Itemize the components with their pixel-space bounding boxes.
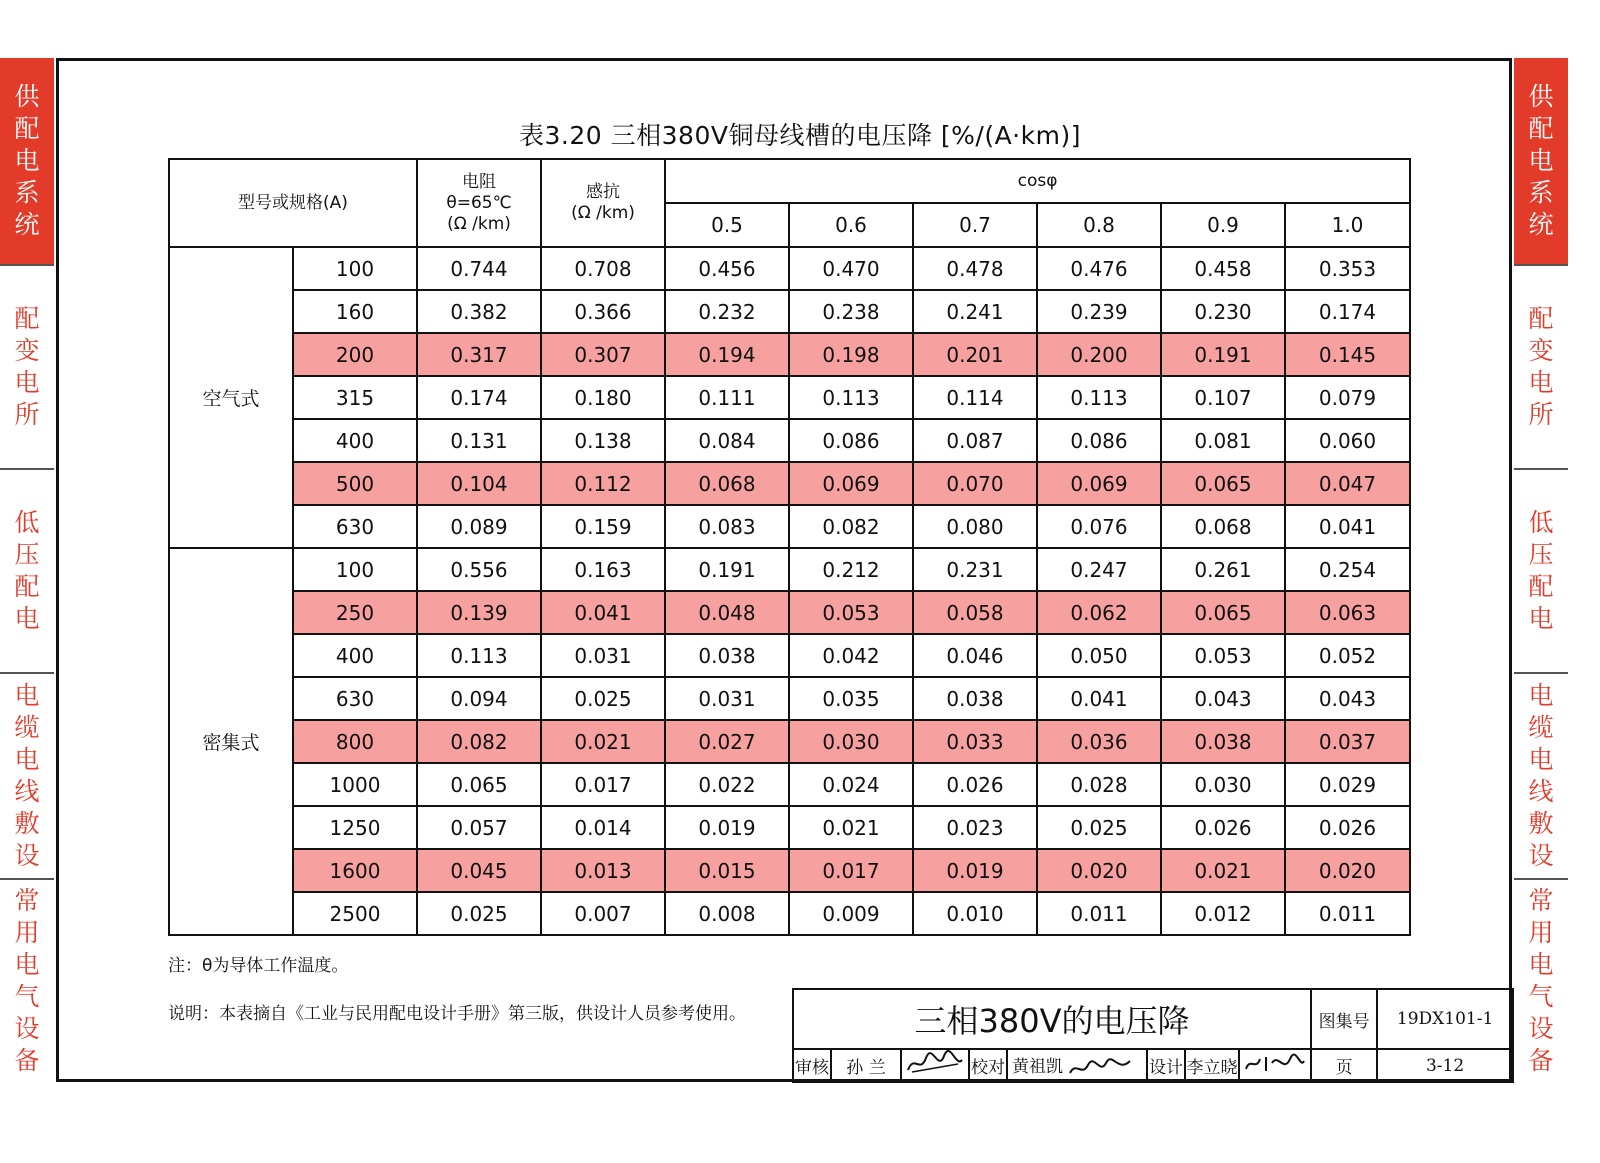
voltage-drop-cell: 0.241 <box>913 290 1037 333</box>
spec-cell: 500 <box>293 462 417 505</box>
reactance-cell: 0.014 <box>541 806 665 849</box>
header-resistance-temp: θ=65℃ <box>446 192 512 213</box>
table-row <box>169 763 1410 806</box>
header-cos-value: 0.8 <box>1037 203 1161 247</box>
voltage-drop-cell: 0.353 <box>1285 247 1410 290</box>
voltage-drop-cell: 0.008 <box>665 892 789 935</box>
voltage-drop-cell: 0.038 <box>913 677 1037 720</box>
voltage-drop-cell: 0.107 <box>1161 376 1285 419</box>
voltage-drop-cell: 0.145 <box>1285 333 1410 376</box>
group-label: 密集式 <box>169 548 293 935</box>
table-row <box>169 591 1410 634</box>
voltage-drop-cell: 0.232 <box>665 290 789 333</box>
header-resistance <box>417 159 541 247</box>
voltage-drop-cell: 0.023 <box>913 806 1037 849</box>
spec-cell: 800 <box>293 720 417 763</box>
spec-cell: 100 <box>293 548 417 591</box>
resistance-cell: 0.094 <box>417 677 541 720</box>
voltage-drop-cell: 0.060 <box>1285 419 1410 462</box>
reactance-cell: 0.017 <box>541 763 665 806</box>
voltage-drop-cell: 0.048 <box>665 591 789 634</box>
voltage-drop-cell: 0.212 <box>789 548 913 591</box>
designer-signature <box>1239 1049 1311 1082</box>
header-cos-value: 0.5 <box>665 203 789 247</box>
voltage-drop-cell: 0.081 <box>1161 419 1285 462</box>
table-row <box>169 806 1410 849</box>
voltage-drop-cell: 0.012 <box>1161 892 1285 935</box>
reviewer-signature <box>901 1049 969 1082</box>
voltage-drop-cell: 0.062 <box>1037 591 1161 634</box>
side-tab-substation[interactable]: 配变电所 <box>0 264 54 468</box>
table-row <box>169 247 1410 290</box>
checker-name: 黄祖凯 <box>1012 1057 1063 1078</box>
voltage-drop-cell: 0.021 <box>1161 849 1285 892</box>
reviewer-name: 孙 兰 <box>831 1049 901 1082</box>
voltage-drop-cell: 0.020 <box>1037 849 1161 892</box>
voltage-drop-cell: 0.238 <box>789 290 913 333</box>
table-row <box>169 376 1410 419</box>
voltage-drop-cell: 0.083 <box>665 505 789 548</box>
voltage-drop-cell: 0.020 <box>1285 849 1410 892</box>
voltage-drop-cell: 0.068 <box>1161 505 1285 548</box>
right-tab-power-supply[interactable]: 供配电系统 <box>1514 58 1568 264</box>
spec-cell: 200 <box>293 333 417 376</box>
table-row <box>169 634 1410 677</box>
voltage-drop-cell: 0.050 <box>1037 634 1161 677</box>
right-tab-low-voltage[interactable]: 低压配电 <box>1514 468 1568 672</box>
resistance-cell: 0.113 <box>417 634 541 677</box>
voltage-drop-cell: 0.076 <box>1037 505 1161 548</box>
voltage-drop-cell: 0.058 <box>913 591 1037 634</box>
header-reactance <box>541 159 665 247</box>
resistance-cell: 0.174 <box>417 376 541 419</box>
voltage-drop-cell: 0.201 <box>913 333 1037 376</box>
page-number: 3-12 <box>1377 1049 1513 1082</box>
spec-cell: 400 <box>293 634 417 677</box>
reactance-cell: 0.180 <box>541 376 665 419</box>
resistance-cell: 0.082 <box>417 720 541 763</box>
page-label: 页 <box>1311 1049 1377 1082</box>
voltage-drop-cell: 0.478 <box>913 247 1037 290</box>
resistance-cell: 0.104 <box>417 462 541 505</box>
voltage-drop-cell: 0.053 <box>789 591 913 634</box>
voltage-drop-cell: 0.029 <box>1285 763 1410 806</box>
resistance-cell: 0.045 <box>417 849 541 892</box>
design-label: 设计 <box>1147 1049 1185 1082</box>
voltage-drop-cell: 0.113 <box>789 376 913 419</box>
reactance-cell: 0.041 <box>541 591 665 634</box>
voltage-drop-table <box>168 158 1411 936</box>
check-label: 校对 <box>969 1049 1007 1082</box>
voltage-drop-cell: 0.009 <box>789 892 913 935</box>
voltage-drop-cell: 0.069 <box>789 462 913 505</box>
voltage-drop-cell: 0.063 <box>1285 591 1410 634</box>
table-row <box>169 677 1410 720</box>
resistance-cell: 0.744 <box>417 247 541 290</box>
header-resistance-unit: (Ω /km) <box>447 213 511 234</box>
voltage-drop-cell: 0.026 <box>913 763 1037 806</box>
right-tab-substation[interactable]: 配变电所 <box>1514 264 1568 468</box>
header-reactance-title: 感抗 <box>586 182 620 202</box>
table-row <box>169 462 1410 505</box>
checker-cell <box>1007 1049 1147 1082</box>
resistance-cell: 0.382 <box>417 290 541 333</box>
reactance-cell: 0.159 <box>541 505 665 548</box>
table-row <box>169 548 1410 591</box>
side-tab-electrical-equipment[interactable]: 常用电气设备 <box>0 878 54 1082</box>
spec-cell: 400 <box>293 419 417 462</box>
voltage-drop-cell: 0.069 <box>1037 462 1161 505</box>
voltage-drop-cell: 0.019 <box>913 849 1037 892</box>
voltage-drop-cell: 0.031 <box>665 677 789 720</box>
drawing-title: 三相380V的电压降 <box>793 989 1311 1049</box>
voltage-drop-cell: 0.239 <box>1037 290 1161 333</box>
reactance-cell: 0.307 <box>541 333 665 376</box>
resistance-cell: 0.556 <box>417 548 541 591</box>
resistance-cell: 0.025 <box>417 892 541 935</box>
spec-cell: 1250 <box>293 806 417 849</box>
spec-cell: 100 <box>293 247 417 290</box>
reactance-cell: 0.025 <box>541 677 665 720</box>
reactance-cell: 0.366 <box>541 290 665 333</box>
reactance-cell: 0.138 <box>541 419 665 462</box>
voltage-drop-cell: 0.079 <box>1285 376 1410 419</box>
reactance-cell: 0.021 <box>541 720 665 763</box>
voltage-drop-cell: 0.080 <box>913 505 1037 548</box>
table-row <box>169 892 1410 935</box>
designer-name: 李立晓 <box>1185 1049 1239 1082</box>
table-row <box>169 290 1410 333</box>
voltage-drop-cell: 0.456 <box>665 247 789 290</box>
side-tab-low-voltage[interactable]: 低压配电 <box>0 468 54 672</box>
header-cosphi: cosφ <box>665 159 1410 203</box>
voltage-drop-cell: 0.476 <box>1037 247 1161 290</box>
voltage-drop-cell: 0.198 <box>789 333 913 376</box>
spec-cell: 160 <box>293 290 417 333</box>
voltage-drop-cell: 0.113 <box>1037 376 1161 419</box>
voltage-drop-cell: 0.247 <box>1037 548 1161 591</box>
voltage-drop-cell: 0.035 <box>789 677 913 720</box>
spec-cell: 630 <box>293 677 417 720</box>
voltage-drop-cell: 0.065 <box>1161 462 1285 505</box>
side-tab-cable-laying[interactable]: 电缆电线敷设 <box>0 672 54 878</box>
voltage-drop-cell: 0.041 <box>1037 677 1161 720</box>
voltage-drop-cell: 0.254 <box>1285 548 1410 591</box>
voltage-drop-cell: 0.041 <box>1285 505 1410 548</box>
voltage-drop-cell: 0.028 <box>1037 763 1161 806</box>
spec-cell: 630 <box>293 505 417 548</box>
voltage-drop-cell: 0.025 <box>1037 806 1161 849</box>
header-cos-value: 0.7 <box>913 203 1037 247</box>
voltage-drop-cell: 0.070 <box>913 462 1037 505</box>
voltage-drop-cell: 0.024 <box>789 763 913 806</box>
atlas-number: 19DX101-1 <box>1377 989 1513 1049</box>
voltage-drop-cell: 0.052 <box>1285 634 1410 677</box>
voltage-drop-cell: 0.017 <box>789 849 913 892</box>
resistance-cell: 0.139 <box>417 591 541 634</box>
voltage-drop-cell: 0.026 <box>1285 806 1410 849</box>
voltage-drop-cell: 0.046 <box>913 634 1037 677</box>
spec-cell: 1600 <box>293 849 417 892</box>
table-row <box>169 505 1410 548</box>
voltage-drop-cell: 0.011 <box>1285 892 1410 935</box>
reactance-cell: 0.007 <box>541 892 665 935</box>
voltage-drop-cell: 0.086 <box>789 419 913 462</box>
voltage-drop-cell: 0.043 <box>1161 677 1285 720</box>
title-block <box>792 988 1514 1083</box>
header-cos-value: 0.6 <box>789 203 913 247</box>
table-row <box>169 849 1410 892</box>
voltage-drop-cell: 0.042 <box>789 634 913 677</box>
voltage-drop-cell: 0.037 <box>1285 720 1410 763</box>
voltage-drop-cell: 0.015 <box>665 849 789 892</box>
voltage-drop-cell: 0.038 <box>665 634 789 677</box>
resistance-cell: 0.317 <box>417 333 541 376</box>
resistance-cell: 0.131 <box>417 419 541 462</box>
voltage-drop-cell: 0.019 <box>665 806 789 849</box>
review-label: 审核 <box>793 1049 831 1082</box>
header-resistance-title: 电阻 <box>462 171 496 192</box>
voltage-drop-cell: 0.114 <box>913 376 1037 419</box>
voltage-drop-cell: 0.191 <box>1161 333 1285 376</box>
voltage-drop-cell: 0.053 <box>1161 634 1285 677</box>
table-title: 表3.20 三相380V铜母线槽的电压降 [%/(A·km)] <box>519 121 1081 150</box>
reactance-cell: 0.112 <box>541 462 665 505</box>
voltage-drop-cell: 0.065 <box>1161 591 1285 634</box>
voltage-drop-cell: 0.191 <box>665 548 789 591</box>
voltage-drop-cell: 0.470 <box>789 247 913 290</box>
voltage-drop-cell: 0.087 <box>913 419 1037 462</box>
voltage-drop-cell: 0.084 <box>665 419 789 462</box>
right-tab-electrical-equipment[interactable]: 常用电气设备 <box>1514 878 1568 1082</box>
table-row <box>169 419 1410 462</box>
voltage-drop-cell: 0.027 <box>665 720 789 763</box>
voltage-drop-cell: 0.174 <box>1285 290 1410 333</box>
spec-cell: 1000 <box>293 763 417 806</box>
reactance-cell: 0.708 <box>541 247 665 290</box>
voltage-drop-cell: 0.033 <box>913 720 1037 763</box>
table-row <box>169 333 1410 376</box>
spec-cell: 2500 <box>293 892 417 935</box>
header-reactance-unit: (Ω /km) <box>571 203 635 223</box>
voltage-drop-cell: 0.082 <box>789 505 913 548</box>
resistance-cell: 0.089 <box>417 505 541 548</box>
spec-cell: 250 <box>293 591 417 634</box>
voltage-drop-cell: 0.026 <box>1161 806 1285 849</box>
table-row <box>169 720 1410 763</box>
side-tab-power-supply[interactable]: 供配电系统 <box>0 58 54 264</box>
voltage-drop-cell: 0.030 <box>1161 763 1285 806</box>
voltage-drop-cell: 0.111 <box>665 376 789 419</box>
reactance-cell: 0.163 <box>541 548 665 591</box>
voltage-drop-cell: 0.200 <box>1037 333 1161 376</box>
header-model: 型号或规格(A) <box>169 159 417 247</box>
voltage-drop-cell: 0.047 <box>1285 462 1410 505</box>
voltage-drop-cell: 0.011 <box>1037 892 1161 935</box>
voltage-drop-cell: 0.458 <box>1161 247 1285 290</box>
header-cos-value: 1.0 <box>1285 203 1410 247</box>
voltage-drop-cell: 0.036 <box>1037 720 1161 763</box>
voltage-drop-cell: 0.010 <box>913 892 1037 935</box>
voltage-drop-cell: 0.230 <box>1161 290 1285 333</box>
voltage-drop-cell: 0.068 <box>665 462 789 505</box>
voltage-drop-cell: 0.043 <box>1285 677 1410 720</box>
checker-signature <box>1068 1057 1132 1079</box>
voltage-drop-cell: 0.021 <box>789 806 913 849</box>
group-label: 空气式 <box>169 247 293 548</box>
voltage-drop-cell: 0.194 <box>665 333 789 376</box>
header-cos-value: 0.9 <box>1161 203 1285 247</box>
voltage-drop-cell: 0.261 <box>1161 548 1285 591</box>
voltage-drop-cell: 0.030 <box>789 720 913 763</box>
voltage-drop-cell: 0.086 <box>1037 419 1161 462</box>
voltage-drop-cell: 0.022 <box>665 763 789 806</box>
explanation-text: 说明：本表摘自《工业与民用配电设计手册》第三版，供设计人员参考使用。 <box>168 1004 746 1024</box>
spec-cell: 315 <box>293 376 417 419</box>
right-tab-cable-laying[interactable]: 电缆电线敷设 <box>1514 672 1568 878</box>
voltage-drop-cell: 0.231 <box>913 548 1037 591</box>
resistance-cell: 0.057 <box>417 806 541 849</box>
atlas-label: 图集号 <box>1311 989 1377 1049</box>
reactance-cell: 0.013 <box>541 849 665 892</box>
reactance-cell: 0.031 <box>541 634 665 677</box>
voltage-drop-cell: 0.038 <box>1161 720 1285 763</box>
note-text: 注：θ为导体工作温度。 <box>168 956 349 976</box>
resistance-cell: 0.065 <box>417 763 541 806</box>
